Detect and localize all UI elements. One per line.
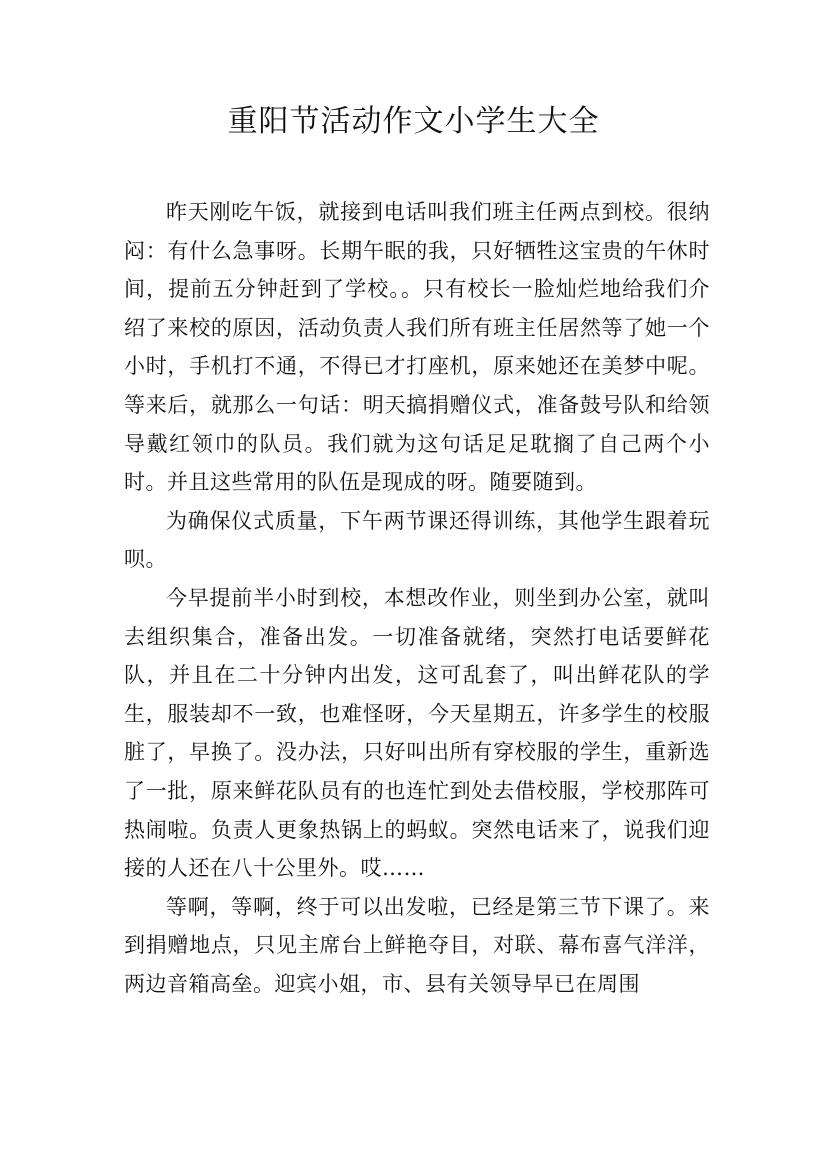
document-title: 重阳节活动作文小学生大全: [227, 104, 600, 139]
paragraph-4: 等啊，等啊，终于可以出发啦，已经是第三节下课了。来到捐赠地点，只见主席台上鲜艳夺目，对联、幕布喜气洋洋，两边音箱高垒。迎宾小姐，市、县有关领导早已在周围: [124, 894, 710, 996]
paragraph-1: 昨天刚吃午饭，就接到电话叫我们班主任两点到校。很纳闷：有什么急事呀。长期午眠的我，只好牺牲这宝贵的午休时间，提前五分钟赶到了学校。。只有校长一脸灿烂地给我们介绍了来校的原因，活动负责人我们所有班主任居然等了她一个小时，手机打不通，不得已才打座机，原来她还在美梦中呢。等来后，就那么一句话：明天搞捐赠仪式，准备鼓号队和给领导戴红领巾的队员。我们就为这句话足足耽搁了自己两个小时。并且这些常用的队伍是现成的呀。随要随到。: [124, 200, 710, 495]
document-body: [124, 193, 710, 1003]
paragraph-2: 为确保仪式质量，下午两节课还得训练，其他学生跟着玩呗。: [124, 508, 710, 572]
paragraph-3: 今早提前半小时到校，本想改作业，则坐到办公室，就叫去组织集合，准备出发。一切准备就绪，突然打电话要鲜花队，并且在二十分钟内出发，这可乱套了，叫出鲜花队的学生，服装却不一致，也难怪呀，今天星期五，许多学生的校服脏了，早换了。没办法，只好叫出所有穿校服的学生，重新选了一批，原来鲜花队员有的也连忙到处去借校服，学校那阵可热闹啦。负责人更象热锅上的蚂蚁。突然电话来了，说我们迎接的人还在八十公里外。哎……: [124, 585, 710, 881]
